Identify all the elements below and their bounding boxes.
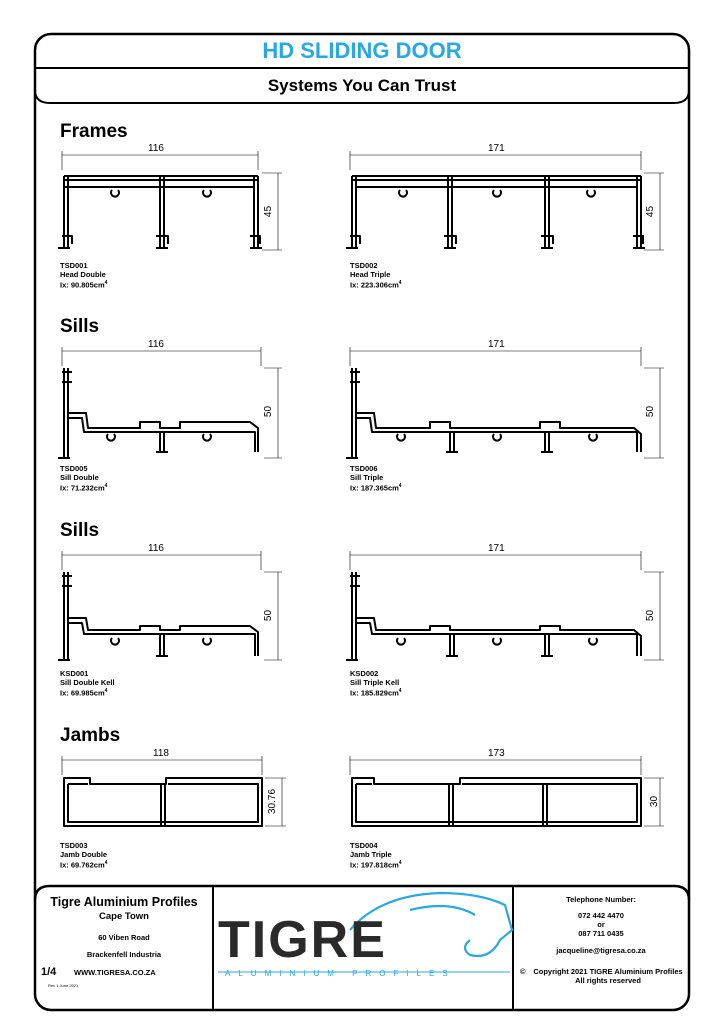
- section-heading-frames: Frames: [60, 121, 128, 142]
- dimension-height: 45: [263, 205, 275, 218]
- tigre-logo-wordmark: TIGRE: [218, 911, 387, 969]
- dimension-width: 173: [488, 748, 505, 759]
- footer-city: Cape Town: [99, 911, 149, 922]
- dimension-height: 45: [645, 205, 657, 218]
- page-number: 1/4: [41, 966, 57, 978]
- page-title: HD SLIDING DOOR: [262, 38, 462, 63]
- profile-label-ksd001: KSD001 Sill Double Kell Ix: $69.985cm^4$: [60, 669, 115, 698]
- profile-label-tsd003: TSD003 Jamb Double Ix: $69.762cm^4$: [60, 841, 108, 870]
- dimension-height: 50: [263, 609, 275, 622]
- profile-label-ksd002: KSD002 Sill Triple Kell Ix: $185.829cm^4$: [350, 669, 402, 698]
- dimension-height: 50: [645, 609, 657, 622]
- phone-or: or: [597, 920, 605, 929]
- copyright-text: Copyright 2021 TIGRE Aluminium Profiles: [533, 967, 683, 976]
- phone-number-2[interactable]: 087 711 0435: [578, 929, 624, 938]
- section-heading-sills-kell: Sills: [60, 520, 100, 541]
- profile-tsd002-drawing: [346, 176, 645, 248]
- profile-label-tsd002: TSD002 Head Triple Ix: $223.306cm^4$: [350, 261, 402, 290]
- phone-label: Telephone Number:: [566, 895, 636, 904]
- profile-tsd005-drawing: [58, 368, 258, 458]
- dimension-width: 116: [148, 543, 164, 554]
- dimension-width: 171: [488, 143, 505, 154]
- dimension-height: 30: [649, 795, 661, 808]
- tigre-logo-tagline: ALUMINIUM PROFILES: [225, 969, 456, 978]
- dimension-width: 171: [488, 543, 505, 554]
- copyright-symbol: ©: [520, 967, 526, 976]
- profile-label-tsd006: TSD006 Sill Triple Ix: $187.365cm^4$: [350, 464, 402, 493]
- section-heading-sills: Sills: [60, 316, 100, 337]
- profile-ksd002-drawing: [346, 572, 641, 660]
- dimension-height: 30.76: [267, 788, 279, 815]
- dimension-width: 116: [148, 143, 164, 154]
- contact-email[interactable]: jacqueline@tigresa.co.za: [556, 946, 646, 955]
- profile-tsd006-drawing: [346, 368, 641, 458]
- dimension-height: 50: [263, 405, 275, 418]
- profile-tsd003-drawing: [64, 778, 262, 826]
- dimension-width: 118: [153, 748, 169, 759]
- footer-website[interactable]: WWW.TIGRESA.CO.ZA: [74, 968, 156, 977]
- profile-label-tsd005: TSD005 Sill Double Ix: $71.232cm^4$: [60, 464, 108, 493]
- footer-company: Tigre Aluminium Profiles: [50, 895, 198, 909]
- rights-text: All rights reserved: [575, 976, 641, 985]
- footer-address-line1: 60 Viben Road: [98, 933, 150, 942]
- profile-label-tsd004: TSD004 Jamb Triple Ix: $197.818cm^4$: [350, 841, 402, 870]
- revision-note: Rev 1 June 2021: [48, 983, 79, 988]
- profile-label-tsd001: TSD001 Head Double Ix: $90.805cm^4$: [60, 261, 108, 290]
- profile-ksd001-drawing: [58, 572, 258, 660]
- dimension-width: 171: [488, 339, 505, 350]
- section-heading-jambs: Jambs: [60, 725, 121, 746]
- profile-tsd004-drawing: [352, 778, 641, 826]
- phone-number-1[interactable]: 072 442 4470: [578, 911, 624, 920]
- dimension-height: 50: [645, 405, 657, 418]
- dimension-width: 116: [148, 339, 164, 350]
- page-subtitle: Systems You Can Trust: [267, 76, 457, 95]
- profile-tsd001-drawing: [58, 176, 262, 248]
- footer-address-line2: Brackenfell Industria: [86, 950, 162, 959]
